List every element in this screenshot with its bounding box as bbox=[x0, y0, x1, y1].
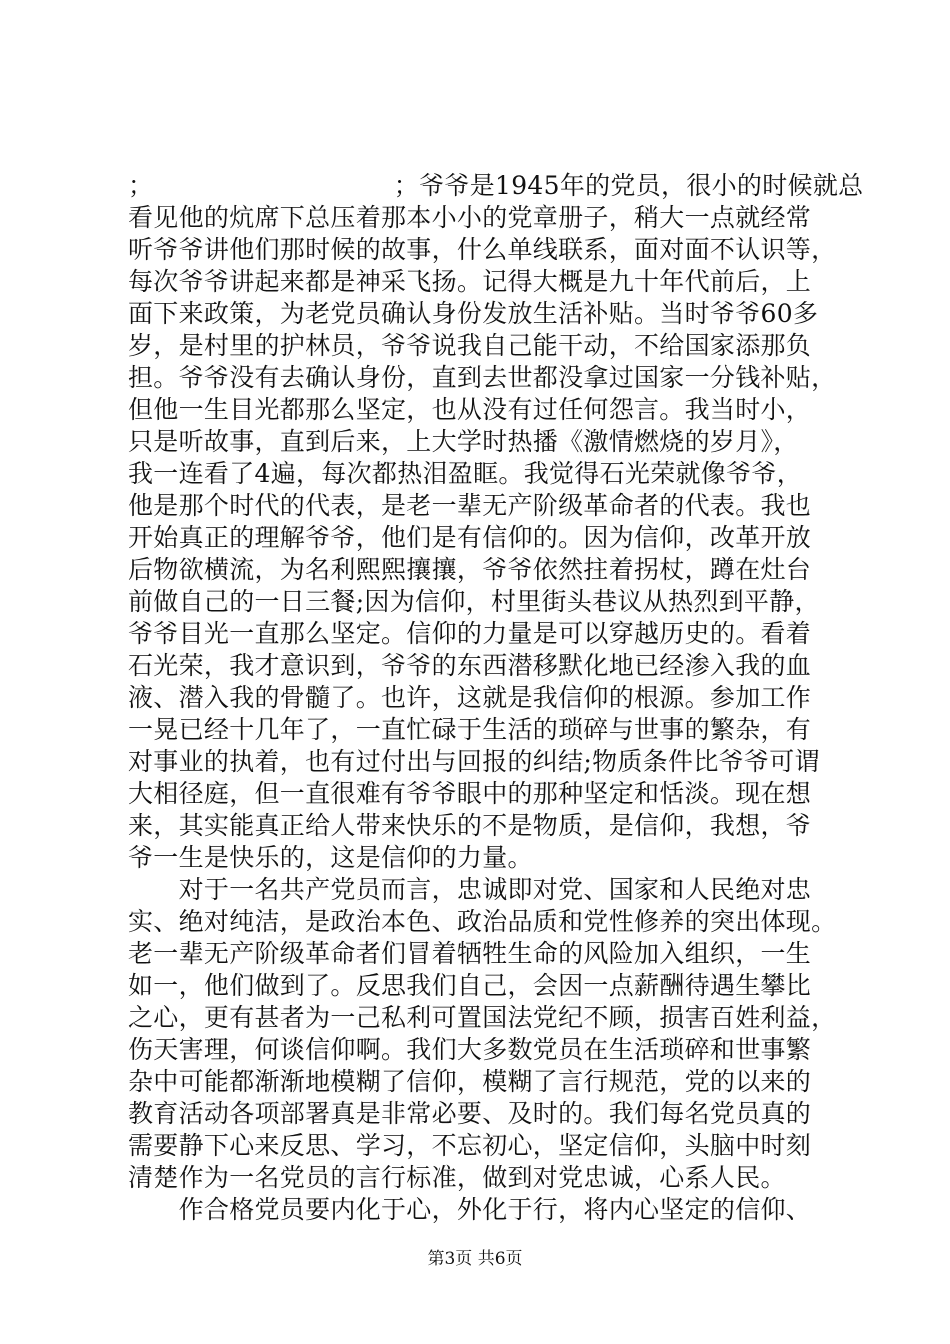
text-line: 一晃已经十几年了，一直忙碌于生活的琐碎与世事的繁杂，有 bbox=[128, 715, 812, 744]
text-line: 作合格党员要内化于心，外化于行，将内心坚定的信仰、 bbox=[128, 1195, 812, 1224]
text-line: 伤天害理，何谈信仰啊。我们大多数党员在生活琐碎和世事繁 bbox=[128, 1035, 812, 1064]
text-line: 对事业的执着，也有过付出与回报的纠结;物质条件比爷爷可谓 bbox=[128, 747, 820, 776]
text-line: 爷一生是快乐的，这是信仰的力量。 bbox=[128, 843, 533, 872]
text-line: 但他一生目光都那么坚定，也从没有过任何怨言。我当时小， bbox=[128, 395, 812, 424]
text-line: 面下来政策，为老党员确认身份发放生活补贴。当时爷爷60多 bbox=[128, 299, 819, 328]
text-line: 老一辈无产阶级革命者们冒着牺牲生命的风险加入组织，一生 bbox=[128, 939, 812, 968]
text-line: 只是听故事，直到后来，上大学时热播《激情燃烧的岁月》， bbox=[128, 427, 799, 456]
page-number-footer: 第3页 共6页 bbox=[427, 1249, 523, 1269]
text-line: 爷爷目光一直那么坚定。信仰的力量是可以穿越历史的。看着 bbox=[128, 619, 812, 648]
text-line: 看见他的炕席下总压着那本小小的党章册子，稍大一点就经常 bbox=[128, 203, 812, 232]
text-line: 清楚作为一名党员的言行标准，做到对党忠诚，心系人民。 bbox=[128, 1163, 786, 1192]
text-line: 听爷爷讲他们那时候的故事，什么单线联系，面对面不认识等， bbox=[128, 235, 837, 264]
text-line: 教育活动各项部署真是非常必要、及时的。我们每名党员真的 bbox=[128, 1099, 812, 1128]
text-line: 液、潜入我的骨髓了。也许，这就是我信仰的根源。参加工作 bbox=[128, 683, 812, 712]
text-line: 每次爷爷讲起来都是神采飞扬。记得大概是九十年代前后，上 bbox=[128, 267, 812, 296]
text-line: 对于一名共产党员而言，忠诚即对党、国家和人民绝对忠 bbox=[128, 875, 812, 904]
text-line: 杂中可能都渐渐地模糊了信仰，模糊了言行规范，党的以来的 bbox=[128, 1067, 812, 1096]
text-line: 担。爷爷没有去确认身份，直到去世都没拿过国家一分钱补贴， bbox=[128, 363, 837, 392]
text-line: 来，其实能真正给人带来快乐的不是物质，是信仰，我想，爷 bbox=[128, 811, 812, 840]
text-line: 需要静下心来反思、学习，不忘初心，坚定信仰，头脑中时刻 bbox=[128, 1131, 812, 1160]
text-line: 大相径庭，但一直很难有爷爷眼中的那种坚定和恬淡。现在想 bbox=[128, 779, 812, 808]
text-line: 实、绝对纯洁，是政治本色、政治品质和党性修养的突出体现。 bbox=[128, 907, 837, 936]
text-line: 岁，是村里的护林员，爷爷说我自己能干动，不给国家添那负 bbox=[128, 331, 812, 360]
text-line: 他是那个时代的代表，是老一辈无产阶级革命者的代表。我也 bbox=[128, 491, 812, 520]
text-line: 开始真正的理解爷爷，他们是有信仰的。因为信仰，改革开放 bbox=[128, 523, 812, 552]
body-text bbox=[128, 170, 864, 1226]
text-line: 之心，更有甚者为一己私利可置国法党纪不顾，损害百姓利益， bbox=[128, 1003, 837, 1032]
text-line: 前做自己的一日三餐;因为信仰，村里街头巷议从热烈到平静， bbox=[128, 587, 820, 616]
text-line: ； ；爷爷是1945年的党员，很小的时候就总 bbox=[128, 171, 864, 200]
text-line: 我一连看了4遍，每次都热泪盈眶。我觉得石光荣就像爷爷， bbox=[128, 459, 803, 488]
text-line: 石光荣，我才意识到，爷爷的东西潜移默化地已经渗入我的血 bbox=[128, 651, 812, 680]
text-line: 如一，他们做到了。反思我们自己，会因一点薪酬待遇生攀比 bbox=[128, 971, 812, 1000]
text-line: 后物欲横流，为名利熙熙攘攘，爷爷依然拄着拐杖，蹲在灶台 bbox=[128, 555, 812, 584]
